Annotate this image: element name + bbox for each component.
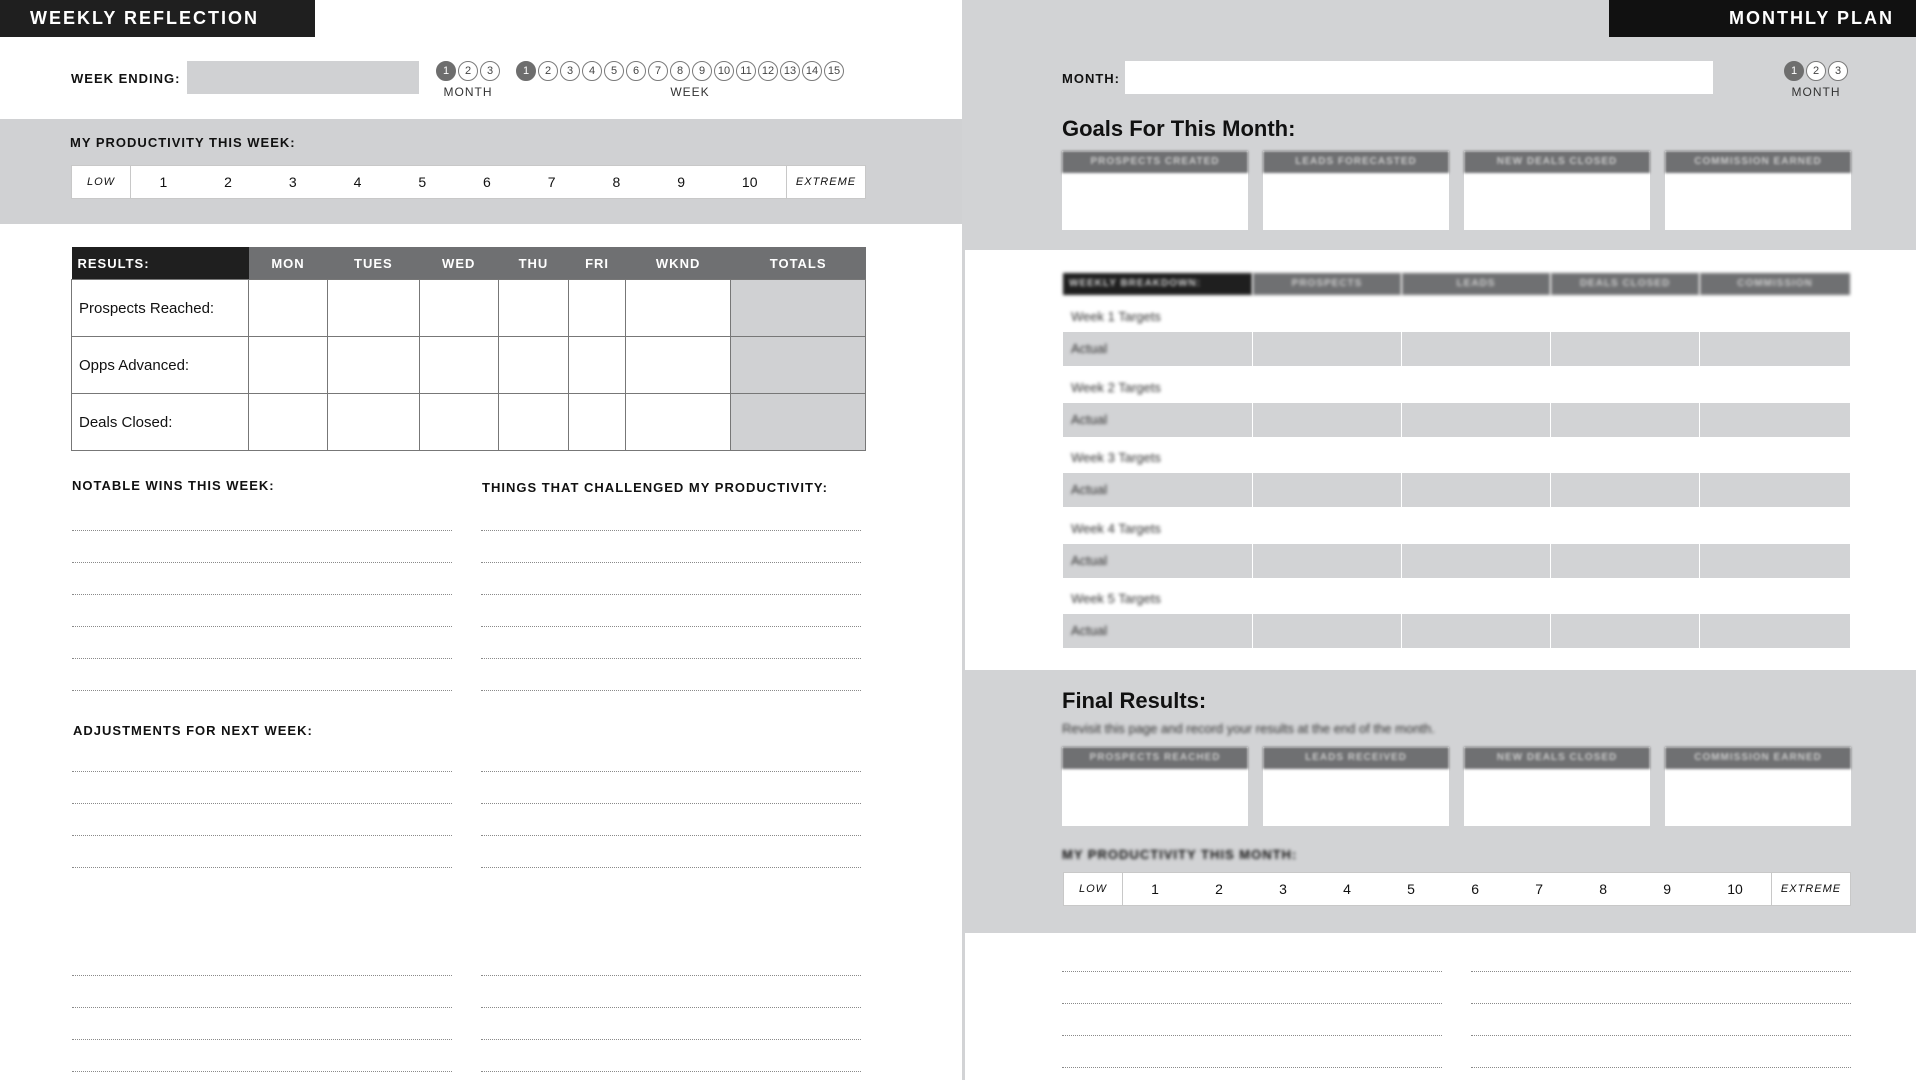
breakdown-target-label: Week 1 Targets [1071,309,1161,324]
final-box-header: LEADS RECEIVED [1263,747,1449,769]
breakdown-actual-label: Actual [1071,623,1108,638]
results-col-wed: WED [419,247,498,280]
results-row-label: Deals Closed: [72,394,249,451]
productivity-scale [71,165,866,199]
breakdown-cell[interactable] [1700,544,1851,578]
results-cell[interactable] [731,280,866,337]
writing-line[interactable] [72,803,452,804]
results-row-label: Opps Advanced: [72,337,249,394]
final-box[interactable] [1464,747,1650,826]
results-col-wknd: WKND [625,247,730,280]
breakdown-cell[interactable] [1551,403,1700,437]
writing-line[interactable] [72,658,452,659]
goal-box-header: NEW DEALS CLOSED [1464,151,1650,173]
scale-high: EXTREME [786,166,865,198]
week-circle-14[interactable]: 14 [802,61,822,81]
scale-number-3[interactable]: 3 [288,174,297,190]
breakdown-actual-row [1063,403,1851,437]
week-circle-10[interactable]: 10 [714,61,734,81]
breakdown-cell[interactable] [1253,332,1402,366]
breakdown-cell[interactable] [1551,544,1700,578]
writing-line[interactable] [1062,1003,1442,1004]
breakdown-cell[interactable] [1551,473,1700,507]
results-cell[interactable] [419,394,498,451]
results-cell[interactable] [569,337,626,394]
goal-box[interactable] [1062,151,1248,230]
breakdown-cell[interactable] [1700,332,1851,366]
breakdown-cell[interactable] [1402,544,1551,578]
results-cell[interactable] [625,280,730,337]
month-field[interactable] [1125,61,1713,94]
table-row [72,280,866,337]
breakdown-col-header: WEEKLY BREAKDOWN: [1063,273,1253,295]
results-cell[interactable] [419,280,498,337]
writing-line[interactable] [72,594,452,595]
results-col-tues: TUES [328,247,420,280]
goal-box[interactable] [1464,151,1650,230]
writing-line[interactable] [481,626,861,627]
scale-number-8[interactable]: 8 [612,174,621,190]
breakdown-col-header: DEALS CLOSED [1551,273,1700,295]
breakdown-cell[interactable] [1402,614,1551,648]
goal-box-header: PROSPECTS CREATED [1062,151,1248,173]
scale-number-9[interactable]: 9 [677,174,685,190]
results-cell[interactable] [249,394,328,451]
writing-line[interactable] [481,1071,861,1072]
results-cell[interactable] [498,337,568,394]
breakdown-col-header: PROSPECTS [1253,273,1402,295]
month-caption: MONTH [443,85,493,99]
table-row [72,337,866,394]
results-row-label: Prospects Reached: [72,280,249,337]
writing-line[interactable] [1471,1035,1851,1036]
productivity-label: MY PRODUCTIVITY THIS WEEK: [70,135,296,150]
notable-wins-label: NOTABLE WINS THIS WEEK: [72,478,275,493]
scale-number-6[interactable]: 6 [1471,881,1479,897]
week-circle-13[interactable]: 13 [780,61,800,81]
breakdown-cell[interactable] [1700,473,1851,507]
results-cell[interactable] [249,280,328,337]
final-results-subtitle: Revisit this page and record your results at the end of the month. [1062,721,1435,736]
writing-line[interactable] [1062,971,1442,972]
final-box-header: NEW DEALS CLOSED [1464,747,1650,769]
breakdown-target-label: Week 3 Targets [1071,450,1161,465]
breakdown-actual-label: Actual [1071,341,1108,356]
week-circle-15[interactable]: 15 [824,61,844,81]
breakdown-cell[interactable] [1063,332,1253,366]
week-circle-12[interactable]: 12 [758,61,778,81]
breakdown-actual-label: Actual [1071,411,1108,427]
results-cell[interactable] [498,394,568,451]
writing-line[interactable] [1471,1003,1851,1004]
results-col-thu: THU [498,247,568,280]
writing-line[interactable] [1471,971,1851,972]
week-circle-6[interactable]: 6 [626,61,646,81]
week-circle-8[interactable]: 8 [670,61,690,81]
writing-line[interactable] [72,530,452,531]
breakdown-cell[interactable] [1402,403,1551,437]
breakdown-col-header: COMMISSION [1700,273,1851,295]
breakdown-cell[interactable] [1700,614,1851,648]
final-results-heading: Final Results: [1062,688,1207,713]
scale-number-2[interactable]: 2 [224,174,232,190]
writing-line[interactable] [481,1039,861,1040]
writing-line[interactable] [72,1071,452,1072]
writing-line[interactable] [72,975,452,976]
writing-line[interactable] [481,771,861,772]
writing-line[interactable] [72,1007,452,1008]
results-cell[interactable] [419,337,498,394]
scale-number-7[interactable]: 7 [547,174,556,190]
final-box-header: PROSPECTS REACHED [1062,747,1248,769]
scale-number-2[interactable]: 2 [1215,881,1223,897]
scale-number-4[interactable]: 4 [353,174,362,190]
week-circle-9[interactable]: 9 [692,61,712,81]
week-ending-field[interactable] [187,61,419,94]
results-cell[interactable] [328,394,420,451]
monthly-productivity-label: MY PRODUCTIVITY THIS MONTH: [1062,847,1298,862]
week-circle-4[interactable]: 4 [582,61,602,81]
goal-box[interactable] [1665,151,1851,230]
week-selector [516,61,844,81]
breakdown-target-label: Week 2 Targets [1071,379,1161,395]
goal-box-header: LEADS FORECASTED [1263,151,1449,173]
breakdown-actual-row [1063,614,1851,648]
week-circle-1[interactable]: 1 [516,61,536,81]
writing-line[interactable] [481,690,861,691]
breakdown-actual-row [1063,544,1851,578]
writing-line[interactable] [72,690,452,691]
scale-number-5[interactable]: 5 [418,174,427,190]
scale-numbers [131,174,786,190]
writing-line[interactable] [481,1007,861,1008]
month-circle-2[interactable]: 2 [458,61,478,81]
scale-number-7[interactable]: 7 [1535,881,1543,897]
writing-line[interactable] [481,594,861,595]
month-circle-3[interactable]: 3 [480,61,500,81]
month-selector-right [1784,61,1848,81]
goal-box-header: COMMISSION EARNED [1665,151,1851,173]
week-circle-3[interactable]: 3 [560,61,580,81]
writing-line[interactable] [481,867,861,868]
results-table [71,247,866,451]
scale-number-3[interactable]: 3 [1279,881,1287,897]
results-col-fri: FRI [569,247,626,280]
page-tab-title: WEEKLY REFLECTION [0,0,315,37]
scale-number-1[interactable]: 1 [1151,881,1159,897]
breakdown-actual-row [1063,473,1851,507]
breakdown-cell[interactable] [1063,403,1253,437]
writing-line[interactable] [481,975,861,976]
final-box[interactable] [1062,747,1248,826]
writing-line[interactable] [481,658,861,659]
results-cell[interactable] [569,280,626,337]
breakdown-actual-label: Actual [1071,482,1108,497]
adjustments-label: ADJUSTMENTS FOR NEXT WEEK: [73,723,313,738]
month-selector [436,61,500,81]
goal-box[interactable] [1263,151,1449,230]
results-cell[interactable] [569,394,626,451]
scale-number-9[interactable]: 9 [1663,881,1672,897]
breakdown-cell[interactable] [1253,403,1402,437]
week-circle-2[interactable]: 2 [538,61,558,81]
writing-line[interactable] [481,803,861,804]
results-cell[interactable] [328,337,420,394]
writing-line[interactable] [72,771,452,772]
results-cell[interactable] [249,337,328,394]
breakdown-actual-row [1063,332,1851,366]
table-row [72,394,866,451]
breakdown-target-label: Week 5 Targets [1071,591,1161,606]
results-cell[interactable] [498,280,568,337]
results-cell[interactable] [731,337,866,394]
results-cell[interactable] [731,394,866,451]
week-circle-11[interactable]: 11 [736,61,756,81]
scale-number-4[interactable]: 4 [1343,881,1351,897]
breakdown-cell[interactable] [1402,332,1551,366]
writing-line[interactable] [481,562,861,563]
writing-line[interactable] [72,562,452,563]
scale-low-right: LOW [1064,873,1123,905]
final-box[interactable] [1665,747,1851,826]
breakdown-target-label: Week 4 Targets [1071,520,1161,536]
scale-number-10[interactable]: 10 [741,174,758,190]
breakdown-cell[interactable] [1253,614,1402,648]
week-caption: WEEK [670,85,710,99]
breakdown-cell[interactable] [1551,614,1700,648]
month-circle-1[interactable]: 1 [436,61,456,81]
scale-number-6[interactable]: 6 [483,174,491,190]
writing-line[interactable] [72,1039,452,1040]
scale-number-5[interactable]: 5 [1407,881,1415,897]
breakdown-cell[interactable] [1063,544,1253,578]
breakdown-cell[interactable] [1063,614,1253,648]
results-cell[interactable] [625,394,730,451]
week-ending-label: WEEK ENDING: [71,71,181,86]
breakdown-cell[interactable] [1402,473,1551,507]
month-caption-right: MONTH [1791,85,1841,99]
final-box-header: COMMISSION EARNED [1665,747,1851,769]
scale-number-8[interactable]: 8 [1599,881,1608,897]
writing-line[interactable] [72,626,452,627]
goals-heading: Goals For This Month: [1062,116,1296,141]
month-label: MONTH: [1062,71,1120,86]
results-header: RESULTS: [72,247,249,280]
scale-high-right: EXTREME [1771,873,1850,905]
writing-line[interactable] [72,867,452,868]
breakdown-cell[interactable] [1551,332,1700,366]
results-cell[interactable] [328,280,420,337]
month-right-circle-1[interactable]: 1 [1784,61,1804,81]
week-circle-5[interactable]: 5 [604,61,624,81]
scale-numbers-right [1123,881,1771,897]
breakdown-cell[interactable] [1253,544,1402,578]
breakdown-header [1063,273,1851,307]
challenges-label: THINGS THAT CHALLENGED MY PRODUCTIVITY: [482,480,828,495]
writing-line[interactable] [481,530,861,531]
month-right-circle-3[interactable]: 3 [1828,61,1848,81]
month-right-circle-2[interactable]: 2 [1806,61,1826,81]
results-col-mon: MON [249,247,328,280]
final-box[interactable] [1263,747,1449,826]
breakdown-actual-label: Actual [1071,552,1108,568]
breakdown-col-header: LEADS [1402,273,1551,295]
breakdown-cell[interactable] [1700,403,1851,437]
scale-number-10[interactable]: 10 [1727,881,1743,897]
writing-line[interactable] [1062,1067,1442,1068]
results-cell[interactable] [625,337,730,394]
results-col-totals: TOTALS [731,247,866,280]
breakdown-cell[interactable] [1063,473,1253,507]
scale-number-1[interactable]: 1 [159,174,168,190]
monthly-productivity-scale [1063,872,1851,906]
writing-line[interactable] [72,835,452,836]
writing-line[interactable] [1062,1035,1442,1036]
scale-low: LOW [72,166,131,198]
breakdown-cell[interactable] [1253,473,1402,507]
writing-line[interactable] [481,835,861,836]
week-circle-7[interactable]: 7 [648,61,668,81]
page-tab-title-right: MONTHLY PLAN [1609,0,1916,37]
writing-line[interactable] [1471,1067,1851,1068]
